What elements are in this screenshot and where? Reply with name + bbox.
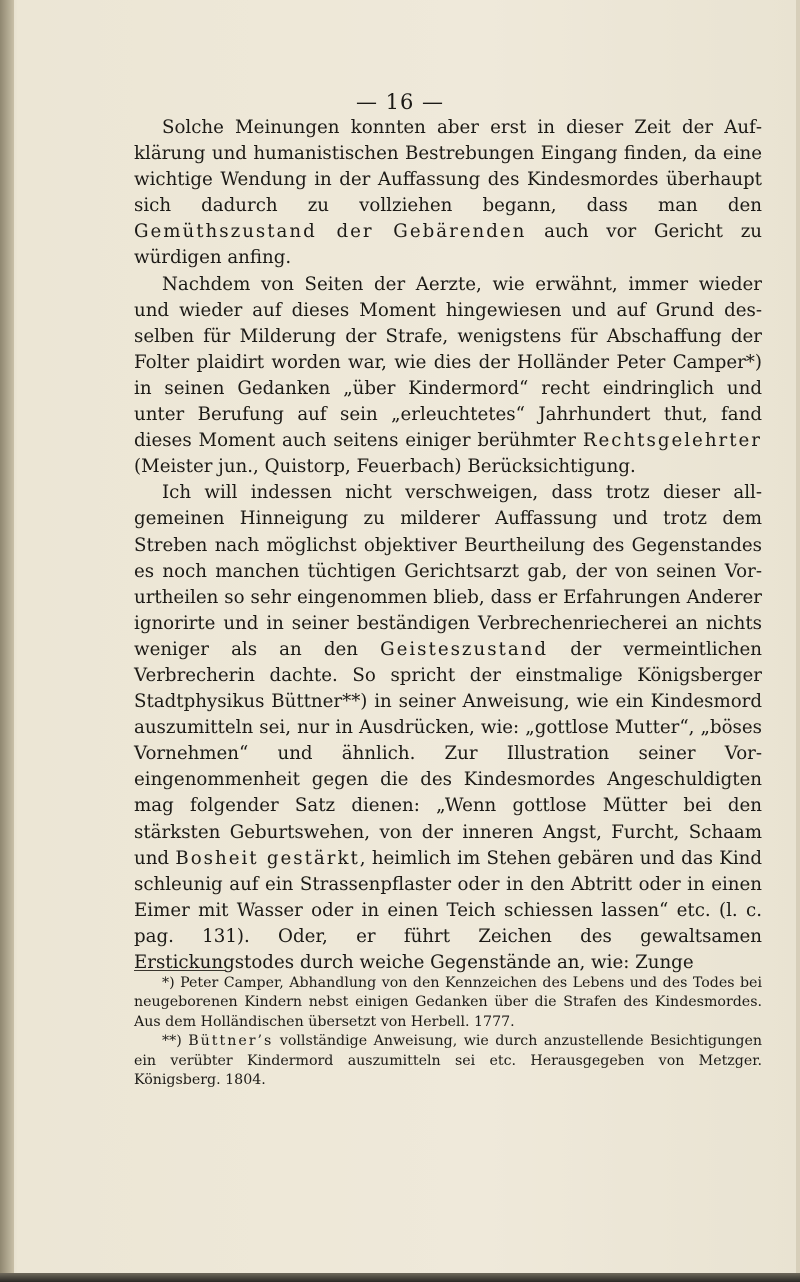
- text-run: *) Peter Camper, Abhandlung von den Kennzeichen des Lebens und des Todes bei neugeborenen Kindern nebst einigen Gedanken über die Strafen des Kindesmordes. Aus dem Holländischen übersetzt von Herbell. 1777.: [134, 975, 762, 1030]
- text-run: vollständige Anweisung, wie durch anzustellende Besichtigungen ein verübter Kindermord auszumitteln sei etc. Herausgegeben von Metzger. Königsberg. 1804.: [134, 1033, 763, 1089]
- spaced-emphasis: Geisteszustand: [380, 638, 549, 660]
- text-run: Nachdem von Seiten der Aerzte, wie erwähnt, immer wieder und wieder auf dieses Moment hingewiesen und auf Grund desselben für Milderung der Strafe, wenigstens für Abschaffung der Folter plaidirt worden war, wie dies der Holländer Peter Camper*) in seinen Gedanken „über Kindermord“ recht eindringlich und unter Berufung auf sein „erleuchtetes“ Jahrhundert thut, fand dieses Moment auch seitens einiger berühmter: [134, 273, 762, 452]
- footnote-2: [134, 1032, 762, 1090]
- page-right-edge: [796, 0, 800, 1282]
- page-number: — 16 —: [355, 90, 445, 114]
- text-run: (Meister jun., Quistorp, Feuerbach) Berücksichtigung.: [134, 456, 636, 478]
- spaced-emphasis: Bosheit gestärkt: [175, 847, 360, 869]
- text-run: , heimlich im Stehen gebären und das Kind schleunig auf ein Strassenpflaster oder in den Abtritt oder in einen Eimer mit Wasser oder in einen Teich schiessen lassen“ etc. (l. c. pag. 131). Oder, er führt Zeichen des gewaltsamen Erstickungstodes durch weiche Gegenstände an, wie: Zunge: [134, 847, 762, 973]
- book-spine-shadow: [0, 0, 14, 1282]
- text-run: der vermeintlichen Verbrecherin dachte. So spricht der einstmalige Königsberger Stadtphysikus Büttner**) in seiner Anweisung, wie ein Kindesmord auszumitteln sei, nur in Ausdrücken, wie: „gottlose Mutter“, „böses Vornehmen“ und ähnlich. Zur Illustration seiner Voreingenommenheit gegen die des Kindesmordes Angeschuldigten mag folgender Satz dienen: „Wenn gottlose Mütter bei den stärksten Geburtswehen, von der inneren Angst, Furcht, Schaam und: [134, 638, 762, 869]
- paragraph-2: [134, 272, 762, 481]
- text-run: Solche Meinungen konnten aber erst in dieser Zeit der Aufklärung und humanistischen Bestrebungen Eingang finden, da eine wichtige Wendung in der Auffassung des Kindesmordes überhaupt sich dadurch zu vollziehen begann, dass man den: [134, 117, 762, 217]
- footnote-1: [134, 974, 762, 1032]
- text-run: auch vor Gericht zu würdigen anfing.: [134, 221, 762, 269]
- spaced-emphasis: Gemüthszustand der Gebärenden: [134, 221, 527, 243]
- main-text: [134, 115, 762, 976]
- spaced-emphasis: Büttner’s: [188, 1033, 274, 1050]
- footnotes: [134, 974, 762, 1090]
- paragraph-1: [134, 115, 762, 272]
- text-run: Ich will indessen nicht verschweigen, dass trotz dieser allgemeinen Hinneigung zu milderer Auffassung und trotz dem Streben nach möglichst objektiver Beurtheilung des Gegenstandes es noch manchen tüchtigen Gerichtsarzt gab, der von seinen Vorurtheilen so sehr eingenommen blieb, dass er Erfahrungen Anderer ignorirte und in seiner beständigen Verbrechenriecherei an nichts weniger als an den: [134, 482, 762, 660]
- page-bottom-edge: [0, 1273, 800, 1282]
- footnote-divider: [134, 970, 226, 971]
- paragraph-3: [134, 480, 762, 976]
- spaced-emphasis: Rechtsgelehrter: [582, 430, 762, 452]
- text-run: **): [162, 1033, 189, 1050]
